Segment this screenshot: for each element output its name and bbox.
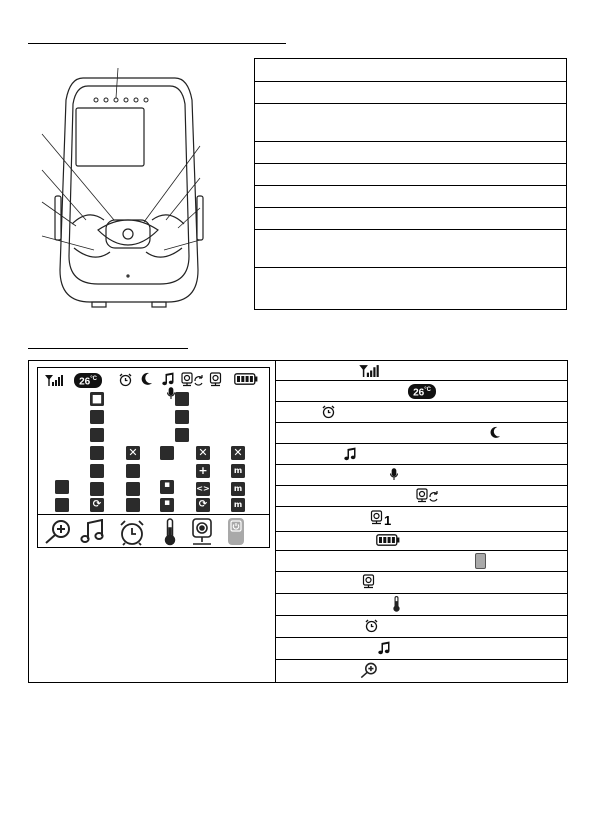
thermometer-icon — [163, 518, 177, 546]
alarm-clock-icon — [321, 404, 336, 419]
legend-row — [276, 443, 567, 465]
legend-row — [255, 81, 566, 104]
legend-row — [276, 485, 567, 507]
camera-icon — [362, 574, 375, 589]
dot-square: ▪ — [160, 480, 174, 494]
camera-icon — [190, 518, 214, 546]
m-square: m — [231, 482, 245, 496]
level-square — [175, 410, 189, 424]
camera-number: 1 — [384, 513, 392, 528]
signal-strength-icon — [44, 374, 64, 386]
legend-row — [276, 506, 567, 532]
level-square — [90, 464, 104, 478]
level-square — [126, 464, 140, 478]
camera-icon — [370, 510, 383, 525]
stop-square: ■ — [91, 392, 103, 405]
level-square — [90, 410, 104, 424]
close-square: ✕ — [126, 446, 140, 460]
legend-row — [276, 571, 567, 594]
temperature-unit: °C — [90, 376, 97, 382]
legend-row — [276, 637, 567, 660]
close-square: ✕ — [196, 446, 210, 460]
temperature-badge-icon — [74, 373, 102, 388]
dot-square: ▪ — [160, 498, 174, 512]
legend-row — [255, 229, 566, 268]
music-note-icon — [344, 447, 357, 461]
zoom-in-icon — [360, 662, 378, 679]
baby-monitor-illustration — [28, 60, 228, 310]
legend-row — [255, 185, 566, 208]
level-square — [175, 392, 189, 406]
legend-row — [276, 615, 567, 638]
camera-scan-icon — [416, 488, 440, 503]
music-note-icon — [162, 372, 175, 386]
close-square: ✕ — [231, 446, 245, 460]
temperature-badge-icon — [408, 384, 436, 399]
power-icon — [475, 553, 486, 569]
level-square — [160, 446, 174, 460]
music-note-icon — [80, 519, 106, 545]
level-square — [55, 498, 69, 512]
swap-square: <> — [196, 482, 210, 496]
camera-icon — [209, 372, 222, 387]
legend-row — [255, 163, 566, 186]
alarm-clock-icon — [118, 518, 146, 546]
legend-row — [255, 103, 566, 142]
legend-row — [255, 207, 566, 230]
battery-icon — [376, 534, 400, 546]
temperature-value: 26 — [79, 376, 91, 388]
legend-row — [276, 360, 567, 381]
level-square — [126, 482, 140, 496]
legend-row — [255, 141, 566, 164]
legend-row — [276, 380, 567, 402]
level-square — [55, 480, 69, 494]
menu-bar-divider — [38, 514, 269, 515]
level-square — [90, 482, 104, 496]
alarm-clock-icon — [118, 372, 133, 387]
level-square — [90, 446, 104, 460]
legend-row — [276, 401, 567, 423]
alarm-clock-icon — [364, 618, 379, 633]
controls-legend-table — [254, 58, 567, 310]
music-note-icon — [378, 641, 391, 655]
rotate-square: ⟳ — [196, 498, 210, 512]
moon-icon — [489, 426, 501, 439]
legend-row — [276, 659, 567, 683]
section-1-heading-rule — [28, 43, 286, 44]
section-2-heading-rule — [28, 348, 188, 349]
zoom-in-icon — [44, 519, 72, 545]
signal-strength-icon — [358, 364, 380, 377]
legend-row — [276, 531, 567, 551]
lcd-screen — [37, 367, 270, 548]
moon-icon — [140, 372, 153, 386]
temperature-unit: °C — [424, 387, 431, 393]
battery-icon — [234, 373, 258, 385]
icon-legend-table — [276, 360, 567, 683]
plus-square: + — [196, 464, 210, 478]
legend-row — [276, 593, 567, 616]
rotate-square: ⟳ — [90, 498, 104, 512]
legend-row — [276, 550, 567, 572]
legend-row — [276, 422, 567, 444]
m-square: m — [231, 498, 245, 512]
power-icon — [228, 518, 244, 545]
level-square — [90, 428, 104, 442]
legend-row — [255, 267, 566, 309]
legend-row — [255, 59, 566, 82]
microphone-icon — [389, 468, 399, 481]
thermometer-icon — [392, 596, 401, 612]
level-square — [175, 428, 189, 442]
level-square — [126, 498, 140, 512]
legend-row — [276, 464, 567, 486]
camera-scan-icon — [181, 372, 205, 387]
m-square: m — [231, 464, 245, 478]
temperature-value: 26 — [413, 387, 425, 399]
